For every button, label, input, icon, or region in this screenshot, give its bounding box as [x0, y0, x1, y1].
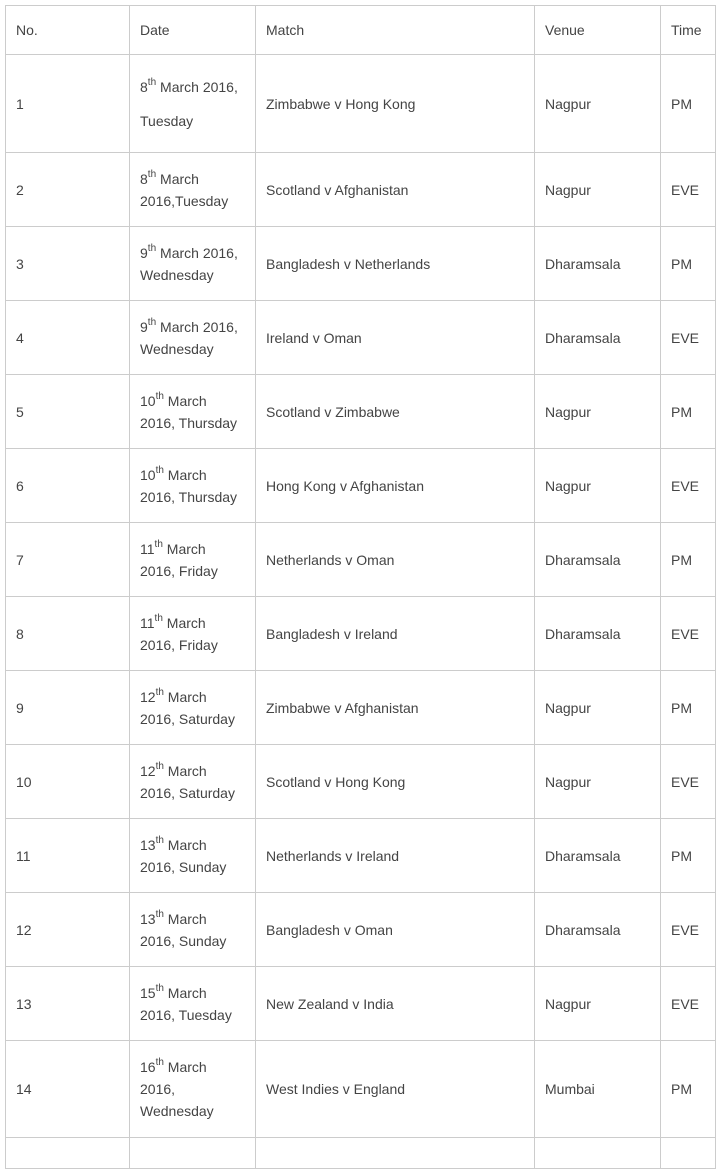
date-suffix: th — [154, 538, 163, 550]
header-time: Time — [661, 6, 716, 55]
cell-empty — [130, 1138, 256, 1169]
date-rest: March 2016, — [156, 318, 238, 335]
date-line-2: Wednesday — [140, 340, 214, 357]
date-suffix: th — [155, 1057, 164, 1069]
date-rest: March 2016, — [156, 244, 238, 261]
date-day: 9 — [140, 318, 148, 335]
date-suffix: th — [147, 76, 157, 88]
cell-date — [130, 55, 256, 153]
date-line-1 — [140, 908, 245, 930]
table-row — [6, 819, 716, 893]
cell-time: EVE — [661, 597, 716, 671]
cell-venue: Dharamsala — [535, 597, 661, 671]
date-day: 10 — [140, 466, 156, 483]
cell-no: 5 — [6, 375, 130, 449]
cell-venue: Nagpur — [535, 55, 661, 153]
cell-date — [130, 153, 256, 227]
date-rest: March — [163, 836, 207, 853]
date-suffix: th — [154, 612, 163, 624]
cell-venue: Nagpur — [535, 449, 661, 523]
date-day: 10 — [140, 392, 156, 409]
date-line-1 — [140, 390, 245, 412]
cell-no: 8 — [6, 597, 130, 671]
cell-match: Hong Kong v Afghanistan — [256, 449, 535, 523]
cell-match: Scotland v Afghanistan — [256, 153, 535, 227]
date-day: 15 — [140, 984, 156, 1001]
cell-venue: Dharamsala — [535, 301, 661, 375]
cell-date — [130, 523, 256, 597]
cell-match: Scotland v Hong Kong — [256, 745, 535, 819]
cell-date — [130, 745, 256, 819]
date-rest: March — [163, 466, 207, 483]
cell-time: EVE — [661, 893, 716, 967]
header-date: Date — [130, 6, 256, 55]
date-day: 8 — [140, 78, 148, 95]
date-line-1 — [140, 70, 245, 104]
table-row-partial — [6, 1138, 716, 1169]
cell-time: EVE — [661, 301, 716, 375]
date-suffix: th — [155, 908, 164, 920]
date-line-2: 2016, Saturday — [140, 710, 235, 727]
date-line-1 — [140, 760, 245, 782]
table-row — [6, 745, 716, 819]
cell-time: EVE — [661, 153, 716, 227]
cell-time: PM — [661, 523, 716, 597]
cell-venue: Dharamsala — [535, 819, 661, 893]
date-day: 8 — [140, 170, 148, 187]
date-line-2: 2016, Saturday — [140, 784, 235, 801]
cell-date — [130, 375, 256, 449]
cell-no: 11 — [6, 819, 130, 893]
date-day: 9 — [140, 244, 148, 261]
cell-date — [130, 1041, 256, 1138]
date-suffix: th — [147, 168, 157, 180]
cell-match: Zimbabwe v Afghanistan — [256, 671, 535, 745]
date-line-2: 2016, Thursday — [140, 414, 238, 431]
date-day: 16 — [140, 1059, 156, 1075]
table-row — [6, 597, 716, 671]
cell-venue: Dharamsala — [535, 893, 661, 967]
cell-time: PM — [661, 55, 716, 153]
table-row — [6, 671, 716, 745]
date-day: 12 — [140, 762, 156, 779]
cell-date — [130, 819, 256, 893]
cell-match: Scotland v Zimbabwe — [256, 375, 535, 449]
cell-no: 1 — [6, 55, 130, 153]
date-suffix: th — [155, 760, 164, 772]
date-line-2: 2016, Sunday — [140, 858, 227, 875]
cell-no: 7 — [6, 523, 130, 597]
date-rest: March — [156, 170, 199, 187]
cell-date — [130, 893, 256, 967]
date-line-1 — [140, 242, 245, 264]
cell-no: 10 — [6, 745, 130, 819]
date-line-2: 2016, Sunday — [140, 932, 227, 949]
date-rest: March — [163, 762, 207, 779]
date-rest: March — [163, 392, 207, 409]
table-row — [6, 1041, 716, 1138]
date-line-2: Wednesday — [140, 266, 214, 283]
date-line-1 — [140, 538, 245, 560]
cell-empty — [535, 1138, 661, 1169]
table-row — [6, 523, 716, 597]
cell-time: PM — [661, 671, 716, 745]
cell-no: 4 — [6, 301, 130, 375]
cell-no: 14 — [6, 1041, 130, 1138]
cell-match: Bangladesh v Netherlands — [256, 227, 535, 301]
cell-no: 9 — [6, 671, 130, 745]
date-line-1 — [140, 464, 245, 486]
date-line-3: Wednesday — [140, 1103, 214, 1119]
cell-time: PM — [661, 1041, 716, 1138]
table-row — [6, 55, 716, 153]
table-row — [6, 967, 716, 1041]
cell-no: 12 — [6, 893, 130, 967]
cell-match: Zimbabwe v Hong Kong — [256, 55, 535, 153]
cell-match: West Indies v England — [256, 1041, 535, 1138]
date-line-1 — [140, 686, 245, 708]
cell-venue: Dharamsala — [535, 227, 661, 301]
date-suffix: th — [155, 834, 164, 846]
cell-time: PM — [661, 227, 716, 301]
date-suffix: th — [147, 316, 157, 328]
date-day: 13 — [140, 836, 156, 853]
date-line-2: 2016, Thursday — [140, 488, 238, 505]
date-line-1 — [140, 834, 245, 856]
fixtures-table — [5, 5, 716, 1169]
date-line-2: 2016,Tuesday — [140, 192, 229, 209]
header-venue: Venue — [535, 6, 661, 55]
date-rest: March — [162, 540, 206, 557]
cell-match: Netherlands v Oman — [256, 523, 535, 597]
date-rest: March — [163, 1059, 207, 1075]
cell-venue: Mumbai — [535, 1041, 661, 1138]
cell-match: Ireland v Oman — [256, 301, 535, 375]
cell-time: EVE — [661, 745, 716, 819]
cell-venue: Nagpur — [535, 153, 661, 227]
cell-time: PM — [661, 375, 716, 449]
date-day: 11 — [140, 540, 155, 557]
date-line-1 — [140, 168, 245, 190]
cell-no: 2 — [6, 153, 130, 227]
cell-venue: Dharamsala — [535, 523, 661, 597]
date-rest: March — [163, 688, 207, 705]
cell-no: 6 — [6, 449, 130, 523]
table-row — [6, 375, 716, 449]
cell-time: EVE — [661, 967, 716, 1041]
cell-empty — [661, 1138, 716, 1169]
table-row — [6, 153, 716, 227]
date-line-2: Tuesday — [140, 112, 194, 129]
cell-empty — [256, 1138, 535, 1169]
date-line-1 — [140, 1056, 245, 1078]
header-match: Match — [256, 6, 535, 55]
date-rest: March — [163, 984, 207, 1001]
date-day: 13 — [140, 910, 156, 927]
date-line-2: 2016, Tuesday — [140, 1006, 232, 1023]
cell-match: New Zealand v India — [256, 967, 535, 1041]
cell-venue: Nagpur — [535, 745, 661, 819]
cell-venue: Nagpur — [535, 375, 661, 449]
cell-venue: Nagpur — [535, 967, 661, 1041]
date-line-1 — [140, 612, 245, 634]
cell-empty — [6, 1138, 130, 1169]
date-day: 11 — [140, 614, 155, 631]
cell-no: 3 — [6, 227, 130, 301]
table-header-row — [6, 6, 716, 55]
cell-date — [130, 671, 256, 745]
table-row — [6, 227, 716, 301]
cell-date — [130, 301, 256, 375]
date-line-1 — [140, 316, 245, 338]
cell-time: EVE — [661, 449, 716, 523]
cell-date — [130, 967, 256, 1041]
date-suffix: th — [155, 464, 164, 476]
table-row — [6, 449, 716, 523]
date-line-2: 2016, — [140, 1081, 176, 1097]
cell-date — [130, 227, 256, 301]
date-line-2: 2016, Friday — [140, 562, 218, 579]
cell-venue: Nagpur — [535, 671, 661, 745]
table-row — [6, 893, 716, 967]
header-no: No. — [6, 6, 130, 55]
date-suffix: th — [155, 982, 164, 994]
date-suffix: th — [147, 242, 157, 254]
date-suffix: th — [155, 390, 164, 402]
date-day: 12 — [140, 688, 156, 705]
date-line-2: 2016, Friday — [140, 636, 218, 653]
cell-date — [130, 597, 256, 671]
cell-time: PM — [661, 819, 716, 893]
date-suffix: th — [155, 686, 164, 698]
cell-match: Netherlands v Ireland — [256, 819, 535, 893]
date-rest: March — [163, 910, 207, 927]
date-rest: March 2016, — [156, 78, 238, 95]
date-rest: March — [162, 614, 206, 631]
cell-match: Bangladesh v Oman — [256, 893, 535, 967]
cell-date — [130, 449, 256, 523]
table-row — [6, 301, 716, 375]
date-line-1 — [140, 982, 245, 1004]
cell-no: 13 — [6, 967, 130, 1041]
cell-match: Bangladesh v Ireland — [256, 597, 535, 671]
